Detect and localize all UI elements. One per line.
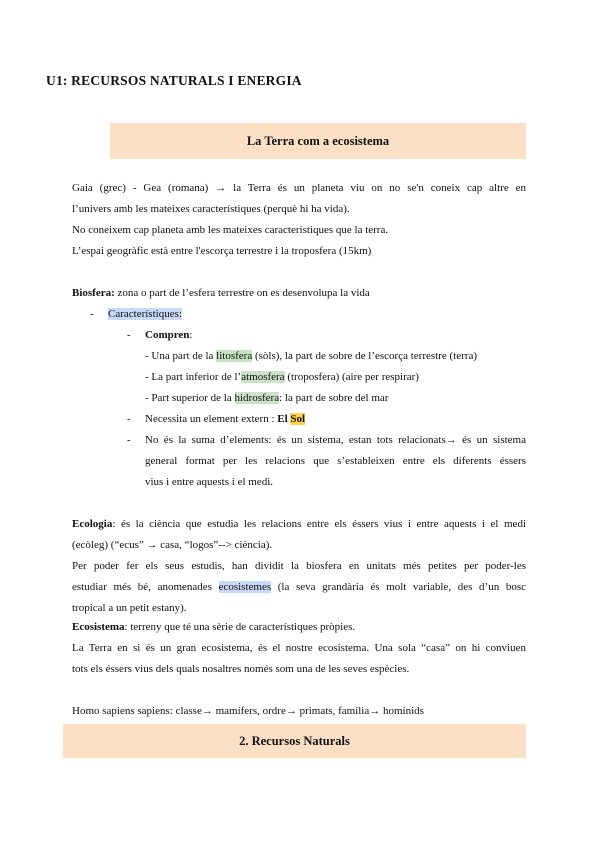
compren-item-litosfera: [145, 349, 477, 363]
biosfera-def: zona o part de l’esfera terrestre on es desenvolupa la vida: [114, 287, 370, 299]
ecosistema-definition: [72, 620, 355, 634]
intro-line-3: No coneixem cap planeta amb les mateixes característiques que la terra.: [72, 224, 389, 236]
ecologia-text: (la seva grandària és molt variable, des d’un bosc: [271, 581, 526, 593]
ecologia-line-2: (ecòleg) (“ecus” → casa, “logos”--> ciència).: [72, 539, 273, 551]
intro-line-1: Gaia (grec) - Gea (romana) → la Terra és un planeta viu on no se'n coneix cap altre en: [72, 182, 526, 194]
intro-line-2: l’univers amb les mateixes característiques (perquè hi ha vida).: [72, 203, 350, 215]
ecosistema-term: Ecosistema: [72, 621, 125, 633]
intro-line-4: L’espai geogràfic està entre l'escorça terrestre i la troposfera (15km): [72, 245, 372, 257]
ecosistema-line-3: tots els éssers vius dels quals nosaltres només som una de les seves espècies.: [72, 663, 410, 675]
nosuma-line-2: general format per les relacions que s’estableixen entre els diferents éssers: [145, 455, 526, 467]
ecologia-text: estudiar més bé, anomenades: [72, 581, 219, 593]
item-text: - Una part de la: [145, 350, 217, 362]
ecologia-term: Ecologia: [72, 518, 113, 530]
nosuma-dash: -: [127, 434, 131, 446]
biosfera-term: Biosfera:: [72, 287, 115, 299]
homo-sapiens-line: Homo sapiens sapiens: classe→ mamífers, ordre→ primats, família→ homínids: [72, 705, 424, 717]
caracteristiques-highlight: Característiques:: [108, 308, 182, 320]
ecologia-def: : és la ciència que estudia les relacions entre els éssers vius i entre aquests i el medi: [112, 518, 526, 530]
compren-dash: -: [127, 329, 131, 341]
item-text: - La part inferior de l’: [145, 371, 242, 383]
compren-item-hidrosfera: [145, 391, 388, 405]
ecosistemes-highlight: ecosistemes: [218, 581, 272, 593]
nosuma-line-3: vius i entre aquests i el medi.: [145, 476, 273, 488]
section-heading-ecosistema: La Terra com a ecosistema: [110, 123, 526, 159]
hidrosfera-highlight: hidrosfera: [234, 392, 280, 404]
item-text: : la part de sobre del mar: [279, 392, 389, 404]
caracteristiques-label: [108, 307, 182, 321]
document-title: U1: RECURSOS NATURALS I ENERGIA: [46, 73, 302, 88]
biosfera-definition: [72, 286, 370, 300]
necessita-line: [145, 412, 305, 426]
ecologia-line-3: Per poder fer els seus estudis, han dividit la biosfera en unitats més petites per poder-les: [72, 560, 526, 572]
compren-item-atmosfera: [145, 370, 419, 384]
ecosistema-def: : terreny que té una sèrie de característiques pròpies.: [124, 621, 356, 633]
ecologia-line-5: tropical a un petit estany).: [72, 602, 187, 614]
compren-term: Compren: [145, 329, 190, 341]
ecologia-line-1: [72, 517, 526, 531]
necessita-dash: -: [127, 413, 131, 425]
el-word: El: [277, 413, 288, 425]
compren-colon: :: [189, 329, 193, 341]
atmosfera-highlight: atmosfera: [241, 371, 285, 383]
nosuma-line-1: No és la suma d’elements: és un sistema, estan tots relacionats→ és un sistema: [145, 434, 526, 446]
compren-label: [145, 328, 192, 342]
necessita-text: Necessita un element extern :: [145, 413, 278, 425]
item-text: - Part superior de la: [145, 392, 235, 404]
item-text: (troposfera) (aire per respirar): [284, 371, 419, 383]
sol-highlight: Sol: [290, 413, 306, 425]
litosfera-highlight: litosfera: [216, 350, 253, 362]
ecologia-line-4: [72, 580, 526, 594]
ecosistema-line-2: La Terra en si és un gran ecosistema, és el nostre ecosistema. Una sola “casa” on hi conviuen: [72, 642, 526, 654]
item-text: (sòls), la part de sobre de l’escorça terrestre (terra): [252, 350, 477, 362]
caracteristiques-dash: -: [90, 308, 94, 320]
section-heading-recursos: 2. Recursos Naturals: [63, 724, 526, 758]
